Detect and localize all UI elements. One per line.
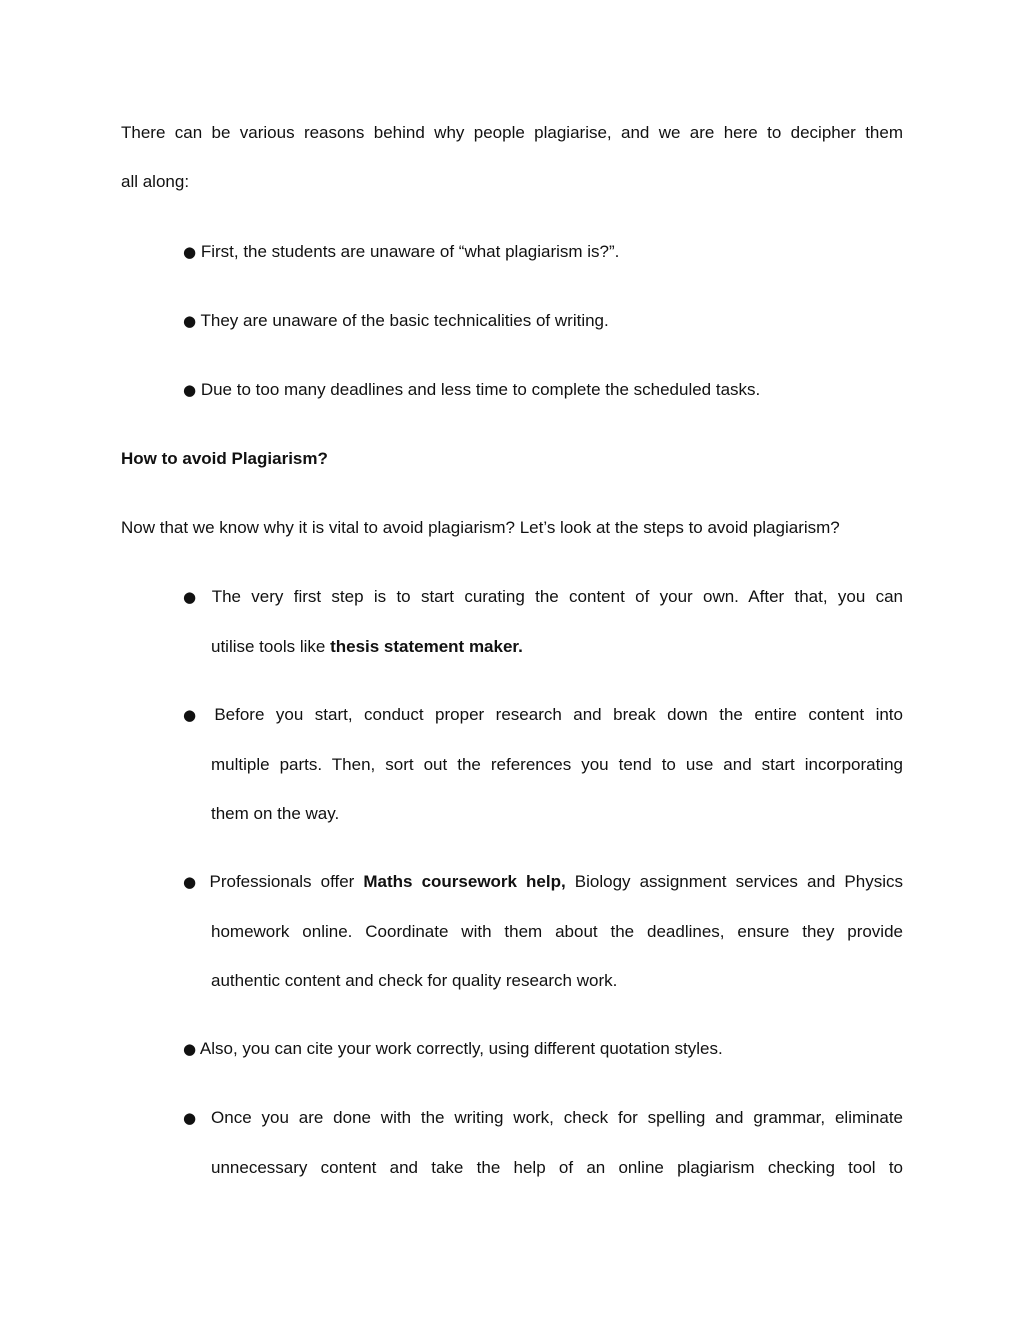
bullet-icon: ● bbox=[183, 381, 197, 399]
step-item-3 bbox=[183, 857, 903, 1005]
intro-paragraph bbox=[121, 108, 903, 206]
step-item-1 bbox=[183, 572, 903, 671]
step-1-line-1: The very first step is to start curating the content of your own. After that, you can bbox=[211, 587, 904, 606]
step-1-line-2: utilise tools like bbox=[211, 637, 331, 656]
section-heading: How to avoid Plagiarism? bbox=[121, 449, 328, 468]
step-3-line-1-pre: Professionals offer bbox=[209, 872, 364, 891]
step-2-line-1: Before you start, conduct proper research and break down the entire content into bbox=[214, 705, 903, 724]
step-5-line-1: Once you are done with the writing work, check for spelling and grammar, eliminate bbox=[211, 1108, 903, 1127]
bullet-icon: ● bbox=[183, 1040, 197, 1058]
reason-text-1: First, the students are unaware of “what plagiarism is?”. bbox=[200, 242, 620, 261]
step-2-line-3: them on the way. bbox=[211, 804, 340, 823]
step-3-line-1-post: Biology assignment services and Physics bbox=[565, 872, 903, 891]
reason-item-2 bbox=[183, 296, 903, 346]
bullet-icon: ● bbox=[183, 873, 201, 891]
reason-text-2: They are unaware of the basic technicalities of writing. bbox=[200, 311, 609, 330]
reason-text-3: Due to too many deadlines and less time to complete the scheduled tasks. bbox=[200, 380, 761, 399]
step-3-line-3: authentic content and check for quality research work. bbox=[211, 971, 618, 990]
step-2-line-2: multiple parts. Then, sort out the references you tend to use and start incorporating bbox=[211, 755, 903, 774]
bullet-icon: ● bbox=[183, 588, 202, 606]
intro-line-1: There can be various reasons behind why people plagiarise, and we are here to decipher them bbox=[121, 123, 903, 142]
step-1-bold-term: thesis statement maker. bbox=[330, 637, 523, 656]
intro-line-2: all along: bbox=[121, 172, 190, 191]
reason-item-1 bbox=[183, 227, 903, 277]
step-item-5 bbox=[183, 1093, 903, 1192]
step-4-line-1: Also, you can cite your work correctly, using different quotation styles. bbox=[199, 1039, 723, 1058]
bullet-icon: ● bbox=[183, 243, 197, 261]
bullet-icon: ● bbox=[183, 312, 197, 330]
step-3-line-2: homework online. Coordinate with them about the deadlines, ensure they provide bbox=[211, 922, 903, 941]
lead-paragraph: Now that we know why it is vital to avoid plagiarism? Let’s look at the steps to avoid plagiarism? bbox=[121, 518, 840, 537]
bullet-icon: ● bbox=[183, 1109, 202, 1127]
step-item-2 bbox=[183, 690, 903, 838]
step-5-line-2: unnecessary content and take the help of an online plagiarism checking tool to bbox=[211, 1158, 903, 1177]
step-3-bold-term: Maths coursework help, bbox=[363, 872, 566, 891]
step-item-4 bbox=[183, 1024, 903, 1074]
bullet-icon: ● bbox=[183, 706, 203, 724]
reason-item-3 bbox=[183, 365, 903, 415]
